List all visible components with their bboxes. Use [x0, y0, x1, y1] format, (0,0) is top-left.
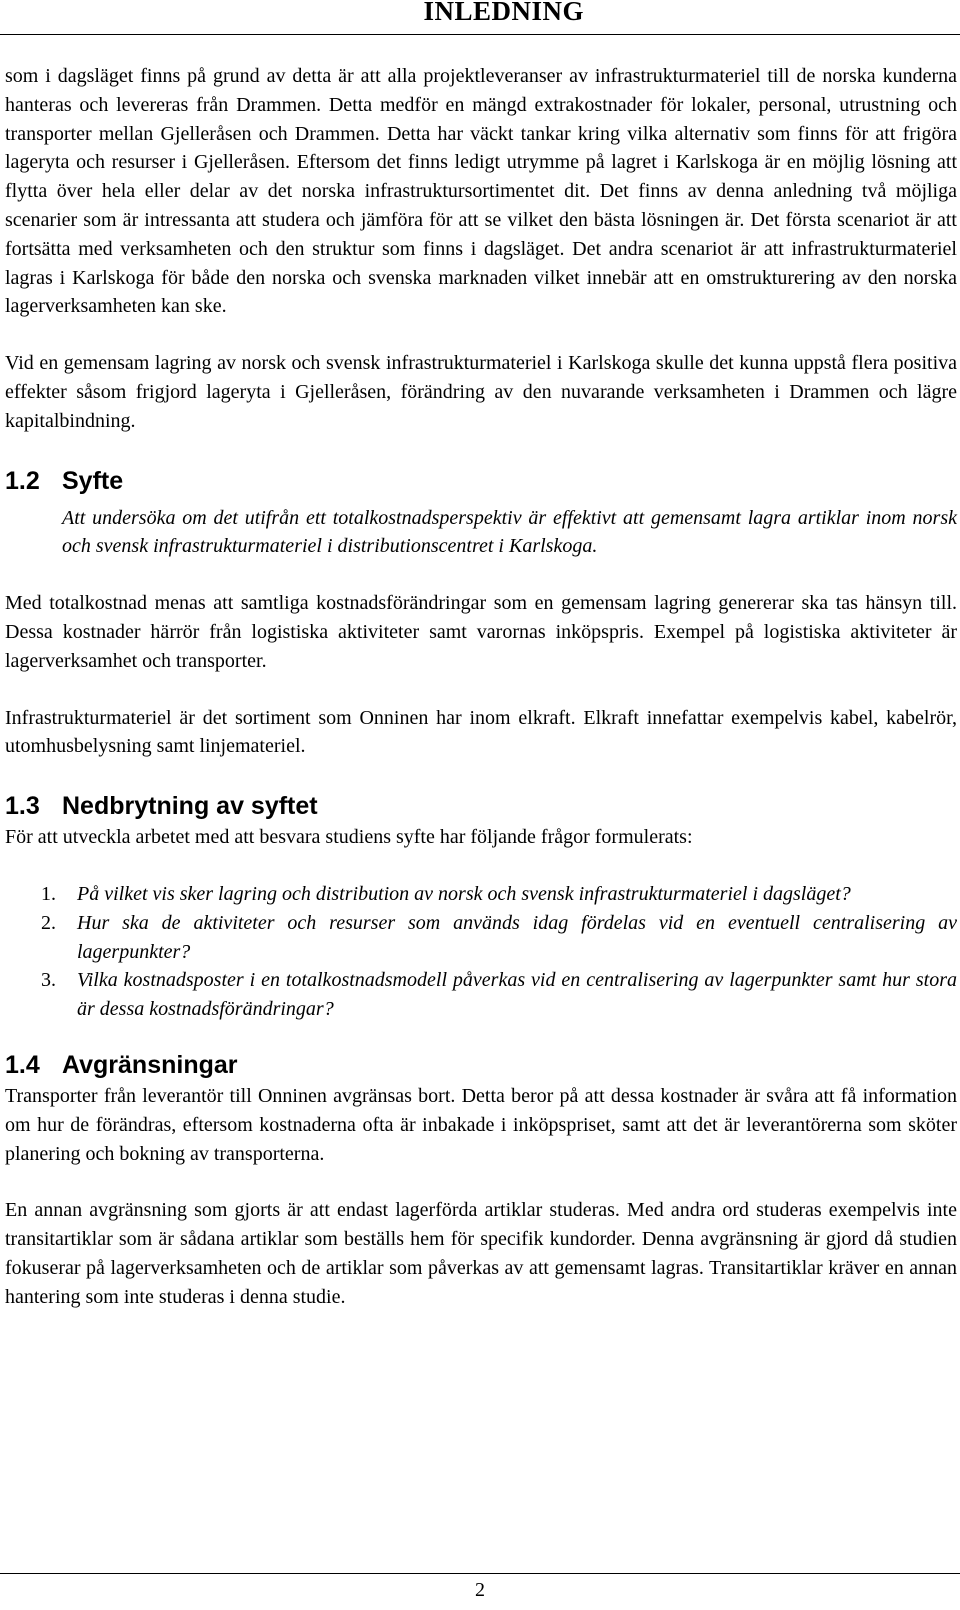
section-title: Syfte [62, 466, 124, 495]
section-heading-avgransningar [5, 1048, 957, 1082]
section-number: 1.3 [5, 792, 40, 821]
section-heading-nedbrytning [5, 789, 957, 823]
list-item-number: 2. [41, 911, 56, 934]
syfte-paragraph-1: Med totalkostnad menas att samtliga kostnadsförändringar som en gemensam lagring genererar ska tas hänsyn till. Dessa kostnader härrör från logistiska aktiviteter samt varornas inköpspris. Exempel på logistiska aktiviteter är lagerverksamhet och transporter. [5, 592, 957, 672]
avgransningar-paragraph-2: En annan avgränsning som gjorts är att endast lagerförda artiklar studeras. Med andra ord studeras exempelvis inte transitartiklar som är sådana artiklar som beställs hem för specifik kundorder. Denna avgränsning är gjord då studien fokuserar på lagerverksamheten och de artiklar som påverkas av att gemensamt lagras. Transitartiklar kräver en annan hantering som inte studeras i denna studie. [5, 1199, 957, 1308]
list-item [5, 909, 957, 967]
purpose-statement: Att undersöka om det utifrån ett totalkostnadsperspektiv är effektivt att gemensamt lagra artiklar inom norsk och svensk infrastrukturmateriel i distributionscentret i Karlskoga. [62, 506, 957, 558]
list-item-number: 3. [41, 969, 56, 992]
chapter-title: INLEDNING [423, 0, 584, 26]
section-number: 1.4 [5, 1050, 40, 1079]
list-item-text: Hur ska de aktiviteter och resurser som används idag fördelas vid en eventuell centralisering av lagerpunkter? [77, 911, 957, 963]
section-title: Avgränsningar [62, 1050, 238, 1079]
section-number: 1.2 [5, 466, 40, 495]
page-footer [0, 1573, 960, 1610]
syfte-paragraph-2: Infrastrukturmateriel är det sortiment som Onninen har inom elkraft. Elkraft innefattar exempelvis kabel, kabelrör, utomhusbelysning samt linjemateriel. [5, 706, 957, 758]
intro-paragraph-2: Vid en gemensam lagring av norsk och svensk infrastrukturmateriel i Karlskoga skulle det kunna uppstå flera positiva effekter såsom frigjord lageryta i Gjelleråsen, förändring av den nuvarande verksamheten i Drammen och lägre kapitalbindning. [5, 352, 957, 432]
list-item [5, 966, 957, 1024]
running-header [0, 0, 960, 35]
list-item-number: 1. [41, 882, 56, 905]
research-questions [5, 880, 957, 1024]
intro-paragraph-1: som i dagsläget finns på grund av detta är att alla projektleveranser av infrastrukturmateriel till de norska kunderna hanteras och levereras från Drammen. Detta medför en mängd extrakostnader för lokaler, personal, utrustning och transporter mellan Gjelleråsen och Drammen. Detta har väckt tankar kring vilka alternativ som finns för att frigöra lageryta och resurser i Gjelleråsen. Eftersom det finns ledigt utrymme på lagret i Karlskoga är en möjlig lösning att flytta över hela eller delar av det norska infrastruktursortimentet dit. Det finns av denna anledning två möjliga scenarier som är intressanta att studera och jämföra för att se vilket den bästa lösningen är. Det första scenariot är att fortsätta med verksamheten och den struktur som finns i dagsläget. Det andra scenariot är att infrastrukturmateriel lagras i Karlskoga för både den norska och svenska marknaden vilket innebär att en omstrukturering av den norska lagerverksamheten kan ske. [5, 65, 957, 318]
list-item-text: På vilket vis sker lagring och distribution av norsk och svensk infrastrukturmateriel i dagsläget? [77, 882, 851, 905]
page-number: 2 [475, 1579, 485, 1601]
avgransningar-paragraph-1: Transporter från leverantör till Onninen avgränsas bort. Detta beror på att dessa kostnader är svåra att få information om hur de förändras, eftersom kostnaderna ofta är inbakade i inköpspriset, samt att det är leverantörerna som sköter planering och bokning av transporterna. [5, 1084, 957, 1165]
page-content [5, 62, 957, 1312]
section-title: Nedbrytning av syftet [62, 792, 318, 821]
section-heading-syfte [5, 464, 957, 498]
list-item-text: Vilka kostnadsposter i en totalkostnadsmodell påverkas vid en centralisering av lagerpunkter samt hur stora är dessa kostnadsförändringar? [77, 969, 957, 1021]
list-item [5, 880, 957, 909]
nedbrytning-intro: För att utveckla arbetet med att besvara studiens syfte har följande frågor formulerats: [5, 826, 693, 849]
